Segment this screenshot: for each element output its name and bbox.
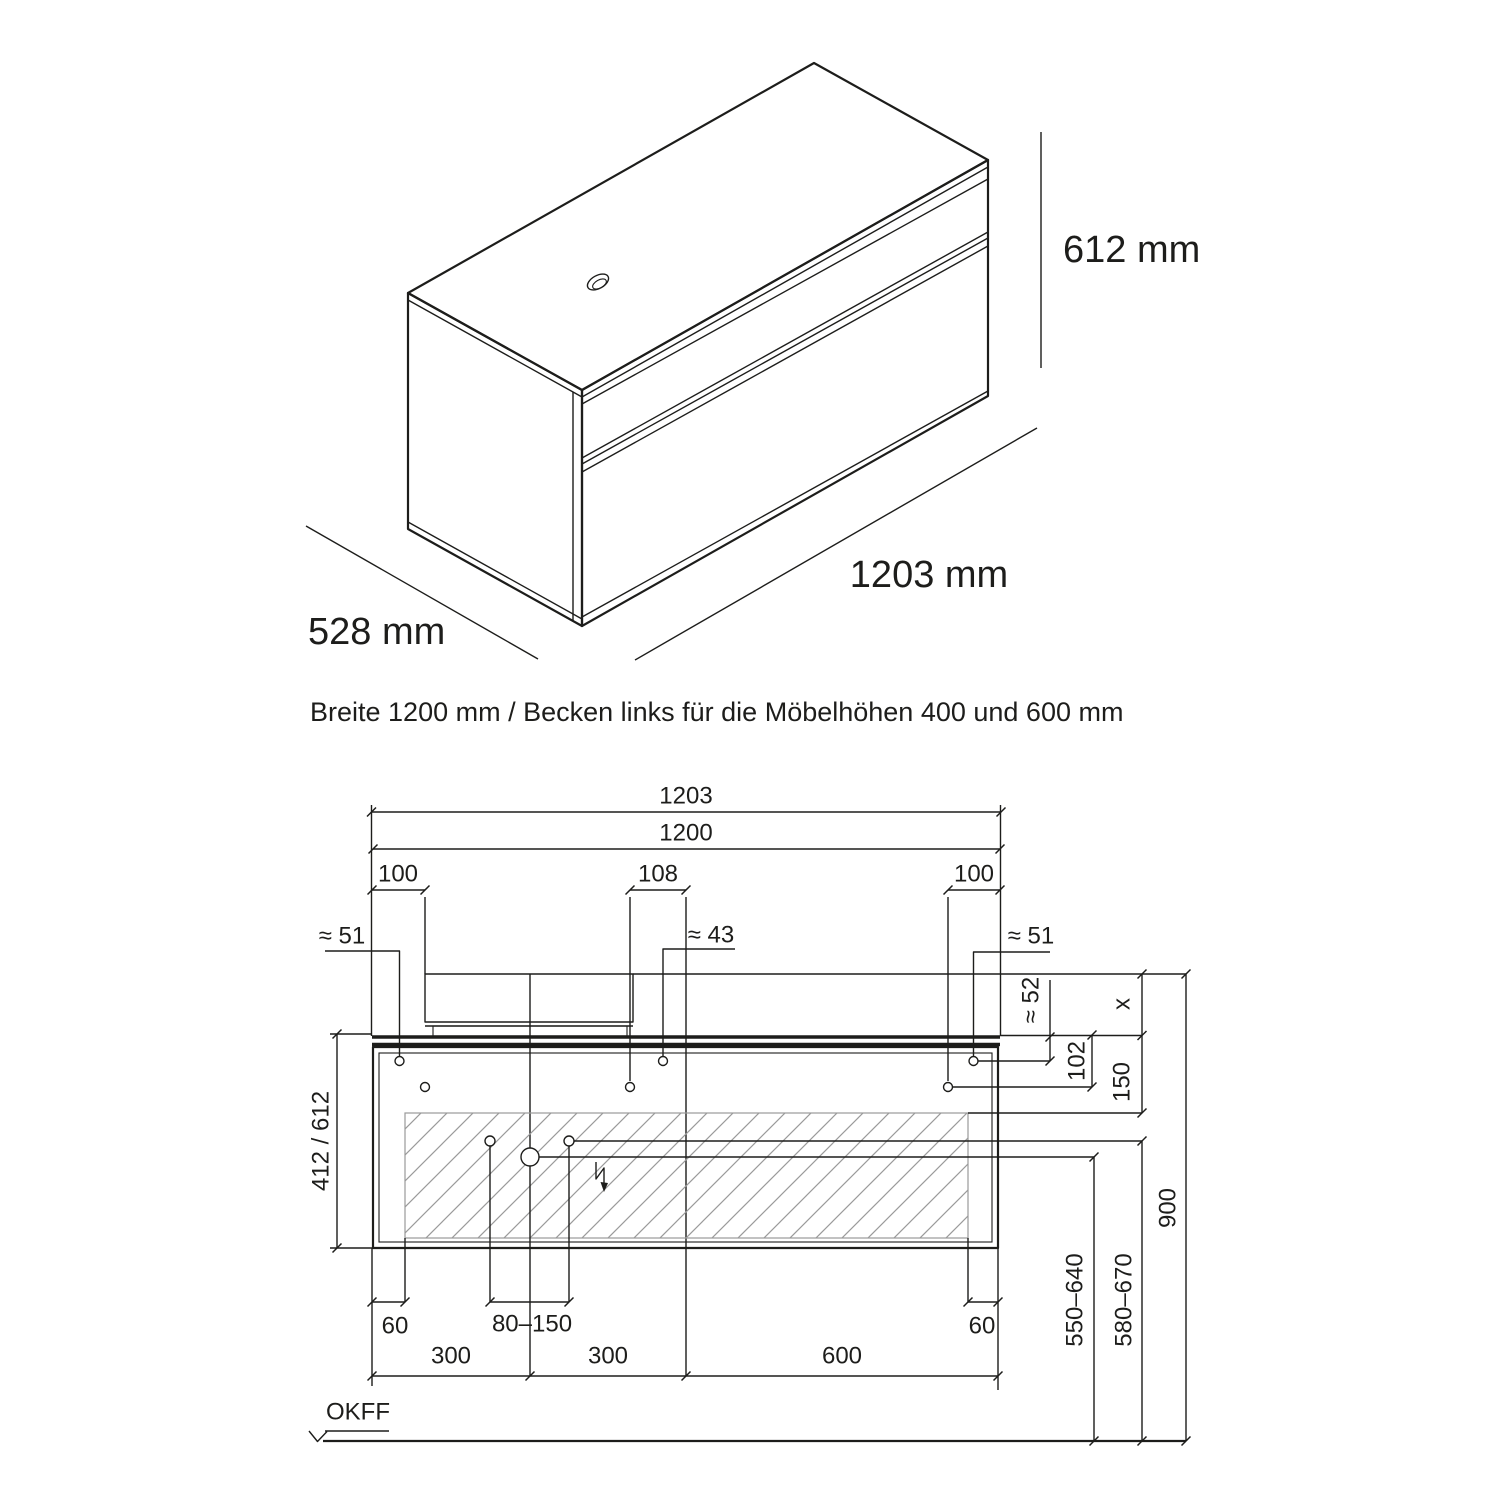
dim-lines-left (330, 1034, 373, 1248)
dim-150-label: 150 (1108, 1061, 1136, 1103)
dim-300-mid-label: 300 (587, 1342, 629, 1370)
faucet-hole-icon (585, 271, 611, 294)
iso-view (306, 63, 1200, 660)
floor-line (309, 1431, 1186, 1442)
dim-approx51-right-label: ≈ 51 (1007, 922, 1055, 950)
dim-60-left-label: 60 (381, 1312, 409, 1340)
dim-80-150-label: 80–150 (491, 1310, 573, 1338)
dim-900-label: 900 (1154, 1187, 1182, 1229)
iso-cabinet-outline (408, 63, 988, 626)
dim-x-label: x (1108, 998, 1136, 1010)
dim-approx52-label: ≈ 52 (1017, 976, 1045, 1024)
caption-text: Breite 1200 mm / Becken links für die Möbelhöhen 400 und 600 mm (310, 697, 1124, 727)
front-view (308, 783, 1191, 1446)
leader-lines (325, 949, 1050, 1056)
dim-60-right-label: 60 (968, 1312, 996, 1340)
dim-108-label: 108 (637, 860, 679, 888)
dim-550-640-label: 550–640 (1061, 1253, 1089, 1347)
okff-label: OKFF (326, 1398, 390, 1426)
dim-approx43-label: ≈ 43 (687, 921, 735, 949)
dim-300-left-label: 300 (430, 1342, 472, 1370)
dim-100-right-label: 100 (953, 860, 995, 888)
dim-total-width-label: 1203 (659, 782, 713, 810)
dim-body-width-label: 1200 (659, 819, 713, 847)
dim-100-left-label: 100 (377, 860, 419, 888)
iso-height-label: 612 mm (1063, 229, 1201, 271)
dim-600-label: 600 (821, 1342, 863, 1370)
dim-approx51-left-label: ≈ 51 (318, 922, 366, 950)
dim-412-612-label: 412 / 612 (307, 1090, 335, 1192)
iso-width-label: 1203 mm (849, 554, 1009, 596)
dim-580-670-label: 580–670 (1110, 1253, 1138, 1347)
iso-depth-label: 528 mm (308, 611, 446, 653)
dim-102-label: 102 (1063, 1040, 1091, 1082)
